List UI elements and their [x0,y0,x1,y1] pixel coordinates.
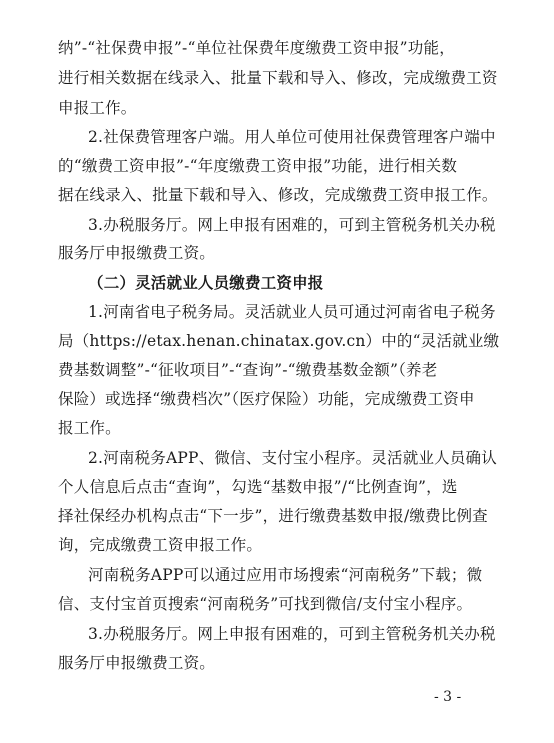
text-line: 报工作。 [58,419,121,437]
text-line: 申报工作。 [58,99,137,117]
text-line: 河南税务APP可以通过应用市场搜索“河南税务”下载；微 [88,566,483,584]
text-line: 2.河南税务APP、微信、支付宝小程序。灵活就业人员确认 [88,449,497,467]
text-line: 纳”-“社保费申报”-“单位社保费年度缴费工资申报”功能， [58,39,455,57]
text-line: 局（https://etax.henan.chinatax.gov.cn）中的“灵活就业缴 [58,332,500,350]
text-line: 择社保经办机构点击“下一步”，进行缴费基数申报/缴费比例查 [58,507,488,525]
page-number: - 3 - [434,689,462,705]
text-line: 的“缴费工资申报”-“年度缴费工资申报”功能，进行相关数 [58,157,458,175]
text-line: 进行相关数据在线录入、批量下载和导入、修改，完成缴费工资 [58,69,498,87]
section-heading: （二）灵活就业人员缴费工资申报 [88,274,324,292]
text-line: 个人信息后点击“查询”，勾选“基数申报”/“比例查询”，选 [58,478,458,496]
text-line: 询，完成缴费工资申报工作。 [58,536,263,554]
text-line: 服务厅申报缴费工资。 [58,244,216,262]
text-line: 2.社保费管理客户端。用人单位可使用社保费管理客户端中 [88,128,496,146]
text-line: 保险）或选择“缴费档次”（医疗保险）功能，完成缴费工资申 [58,390,475,408]
text-line: 信、支付宝首页搜索“河南税务”可找到微信/支付宝小程序。 [58,595,473,613]
text-line: 1.河南省电子税务局。灵活就业人员可通过河南省电子税务 [88,303,496,321]
text-line: 据在线录入、批量下载和导入、修改，完成缴费工资申报工作。 [58,186,498,204]
text-line: 费基数调整”-“征收项目”-“查询”-“缴费基数金额”（养老 [58,361,438,379]
text-line: 服务厅申报缴费工资。 [58,654,216,672]
text-line: 3.办税服务厅。网上申报有困难的，可到主管税务机关办税 [88,216,496,234]
text-line: 3.办税服务厅。网上申报有困难的，可到主管税务机关办税 [88,625,496,643]
